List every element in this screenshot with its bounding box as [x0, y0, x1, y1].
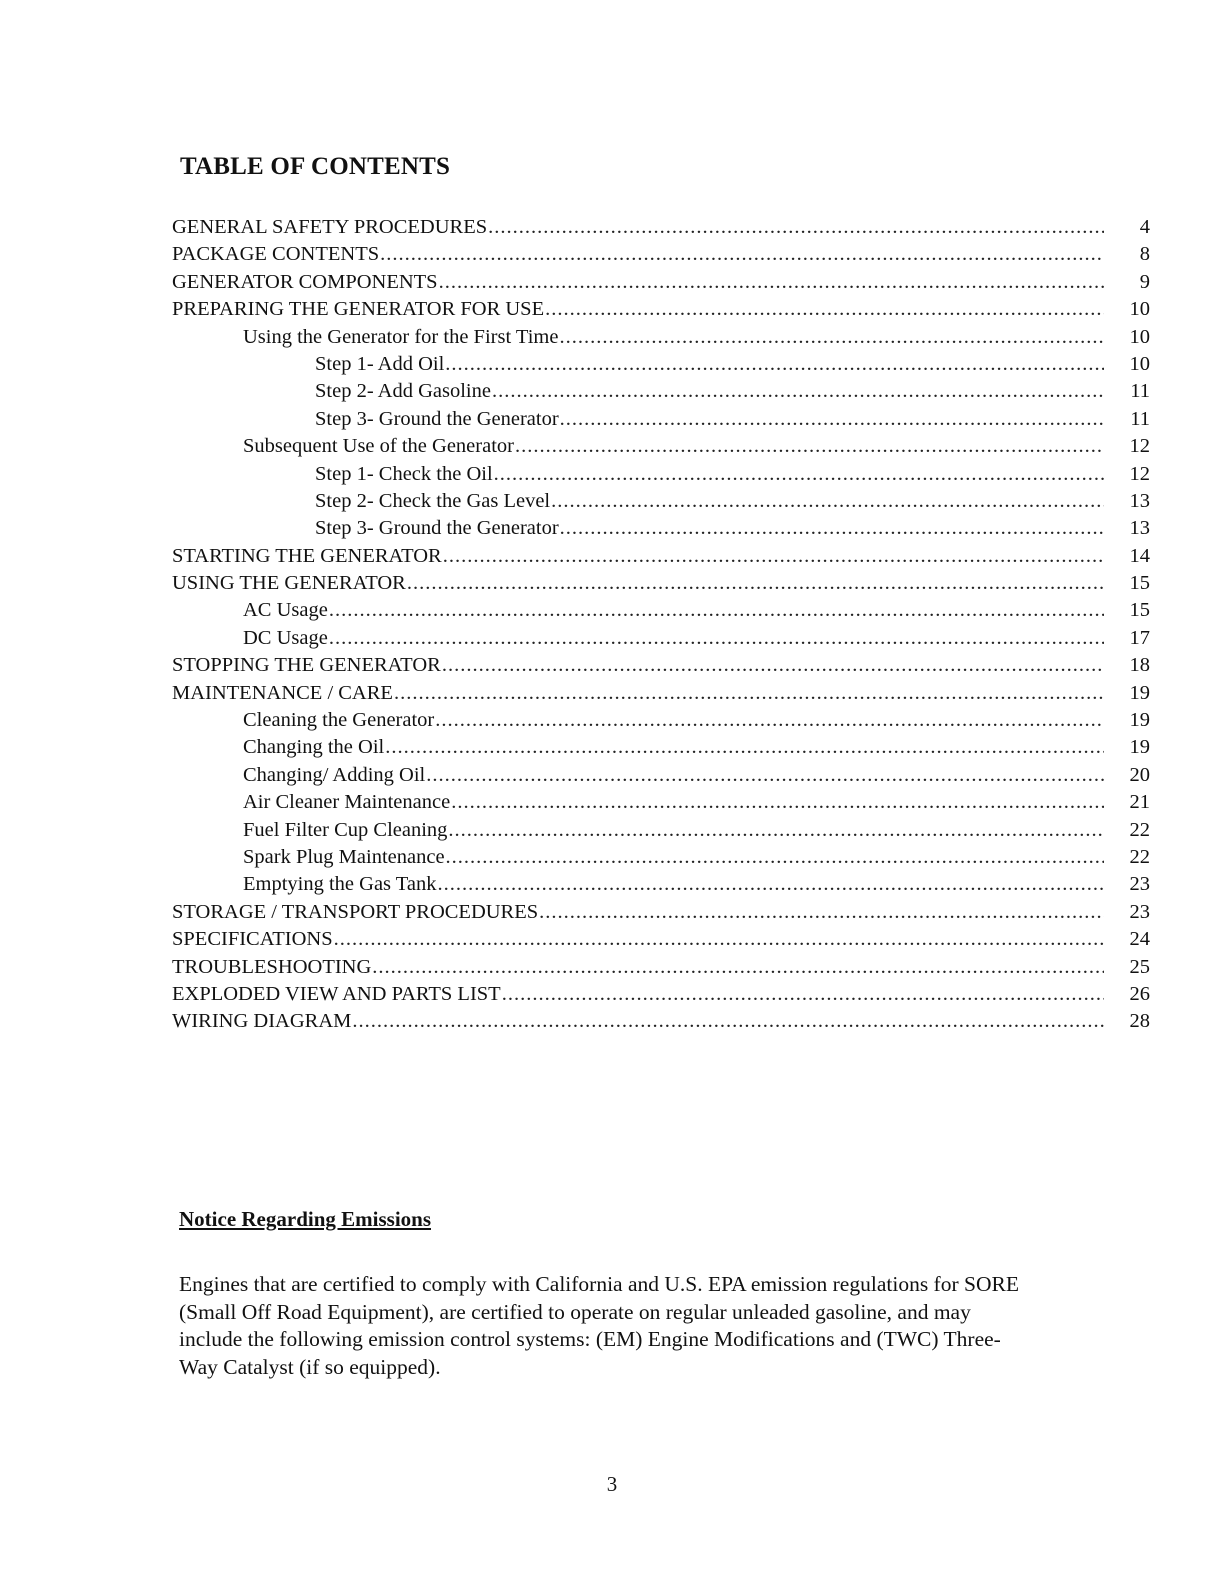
toc-entry-page: 28: [1129, 1010, 1150, 1033]
toc-entry-label: EXPLODED VIEW AND PARTS LIST: [172, 982, 501, 1005]
toc-dot-leader: [435, 707, 1104, 734]
toc-dot-leader: [545, 296, 1104, 323]
toc-entry-page: 14: [1129, 544, 1150, 567]
toc-dot-leader: [445, 351, 1104, 378]
notice-heading: Notice Regarding Emissions: [179, 1207, 431, 1231]
toc-entry-label: Step 3- Ground the Generator: [315, 407, 559, 430]
toc-entry: [172, 324, 1150, 351]
toc-entry-label: Air Cleaner Maintenance: [243, 791, 451, 814]
toc-entry: [172, 515, 1150, 542]
toc-entry-label: Using the Generator for the First Time: [243, 325, 559, 348]
toc-entry-page: 13: [1129, 517, 1150, 540]
toc-entry: [172, 981, 1150, 1008]
toc-entry-page: 26: [1129, 982, 1150, 1005]
toc-entry-label: WIRING DIAGRAM: [172, 1010, 352, 1033]
toc-entry-label: Cleaning the Generator: [243, 709, 435, 732]
toc-dot-leader: [539, 899, 1104, 926]
toc-entry-page: 9: [1139, 270, 1150, 293]
toc-entry-label: PACKAGE CONTENTS: [172, 243, 380, 266]
toc-dot-leader: [426, 762, 1104, 789]
toc-entry-page: 20: [1129, 763, 1150, 786]
toc-dot-leader: [560, 515, 1104, 542]
toc-dot-leader: [488, 214, 1104, 241]
toc-entry-label: STOPPING THE GENERATOR: [172, 654, 441, 677]
toc-entry: [172, 597, 1150, 624]
toc-dot-leader: [439, 269, 1104, 296]
toc-entry: [172, 214, 1150, 241]
toc-entry: [172, 680, 1150, 707]
toc-entry: [172, 351, 1150, 378]
toc-entry-label: PREPARING THE GENERATOR FOR USE: [172, 298, 545, 321]
toc-entry: [172, 1008, 1150, 1035]
toc-entry: [172, 926, 1150, 953]
toc-dot-leader: [551, 488, 1104, 515]
toc-entry-page: 19: [1129, 709, 1150, 732]
notice-body: Engines that are certified to comply with California and U.S. EPA emission regulations for SORE (Small Off Road Equipment), are certified to operate on regular unleaded gasoline, and may include the following emission control systems: (EM) Engine Modifications and (TWC) Three-Way Catalyst (if so equipped).: [179, 1272, 1019, 1379]
toc-entry-page: 15: [1129, 572, 1150, 595]
toc-entry-label: AC Usage: [243, 599, 328, 622]
toc-dot-leader: [329, 597, 1104, 624]
toc-entry-label: SPECIFICATIONS: [172, 928, 333, 951]
toc-entry: [172, 954, 1150, 981]
toc-entry: [172, 734, 1150, 761]
toc-dot-leader: [385, 734, 1104, 761]
toc-dot-leader: [451, 789, 1104, 816]
toc-entry-page: 8: [1139, 243, 1150, 266]
toc-entry: [172, 241, 1150, 268]
toc-entry-page: 22: [1129, 818, 1150, 841]
toc-entry-page: 10: [1129, 325, 1150, 348]
toc-dot-leader: [492, 378, 1104, 405]
toc-entry: [172, 296, 1150, 323]
toc-entry-label: Fuel Filter Cup Cleaning: [243, 818, 448, 841]
toc-entry-page: 12: [1129, 435, 1150, 458]
toc-entry-label: Step 1- Add Oil: [315, 352, 445, 375]
toc-dot-leader: [372, 954, 1104, 981]
toc-entry-label: Step 2- Check the Gas Level: [315, 489, 551, 512]
toc-entry-label: Step 1- Check the Oil: [315, 462, 493, 485]
toc-entry-label: Changing the Oil: [243, 736, 385, 759]
toc-entry: [172, 817, 1150, 844]
toc-entry-page: 19: [1129, 681, 1150, 704]
toc-entry-page: 10: [1129, 298, 1150, 321]
toc-entry-page: 11: [1130, 407, 1150, 430]
toc-entry-page: 25: [1129, 955, 1150, 978]
toc-entry-label: Changing/ Adding Oil: [243, 763, 426, 786]
toc-entry: [172, 625, 1150, 652]
toc-entry: [172, 899, 1150, 926]
toc-dot-leader: [442, 652, 1104, 679]
toc-entry: [172, 652, 1150, 679]
toc-dot-leader: [380, 241, 1104, 268]
toc-entry-page: 21: [1129, 791, 1150, 814]
toc-entry-page: 11: [1130, 380, 1150, 403]
table-of-contents: [172, 214, 1150, 1036]
toc-dot-leader: [437, 871, 1104, 898]
toc-entry-label: Spark Plug Maintenance: [243, 845, 445, 868]
toc-dot-leader: [494, 461, 1104, 488]
toc-entry-label: DC Usage: [243, 626, 328, 649]
page-title: TABLE OF CONTENTS: [180, 153, 451, 180]
toc-entry-label: STARTING THE GENERATOR: [172, 544, 442, 567]
toc-entry-page: 23: [1129, 873, 1150, 896]
toc-dot-leader: [559, 324, 1104, 351]
toc-entry-page: 23: [1129, 900, 1150, 923]
toc-dot-leader: [394, 680, 1104, 707]
toc-entry-label: Subsequent Use of the Generator: [243, 435, 514, 458]
toc-entry-page: 13: [1129, 489, 1150, 512]
toc-dot-leader: [443, 543, 1104, 570]
toc-entry-label: Step 3- Ground the Generator: [315, 517, 559, 540]
toc-entry-label: GENERATOR COMPONENTS: [172, 270, 438, 293]
toc-entry-page: 24: [1129, 928, 1150, 951]
toc-entry: [172, 461, 1150, 488]
toc-dot-leader: [560, 406, 1104, 433]
toc-entry-page: 15: [1129, 599, 1150, 622]
toc-entry: [172, 269, 1150, 296]
toc-entry-page: 4: [1139, 216, 1150, 238]
toc-entry-label: USING THE GENERATOR: [172, 572, 406, 595]
toc-dot-leader: [515, 433, 1104, 460]
toc-entry: [172, 762, 1150, 789]
toc-entry: [172, 378, 1150, 405]
toc-entry-label: STORAGE / TRANSPORT PROCEDURES: [172, 900, 539, 923]
toc-entry-page: 18: [1129, 654, 1150, 677]
toc-entry: [172, 871, 1150, 898]
toc-entry-label: Emptying the Gas Tank: [243, 873, 437, 896]
toc-dot-leader: [329, 625, 1104, 652]
toc-entry: [172, 433, 1150, 460]
toc-dot-leader: [352, 1008, 1104, 1035]
toc-dot-leader: [446, 844, 1104, 871]
toc-entry: [172, 789, 1150, 816]
toc-dot-leader: [502, 981, 1104, 1008]
toc-entry-page: 19: [1129, 736, 1150, 759]
toc-entry-page: 12: [1129, 462, 1150, 485]
toc-entry: [172, 570, 1150, 597]
toc-entry-page: 22: [1129, 845, 1150, 868]
toc-entry-label: TROUBLESHOOTING: [172, 955, 372, 978]
toc-dot-leader: [448, 817, 1104, 844]
toc-entry-label: GENERAL SAFETY PROCEDURES: [172, 216, 488, 238]
toc-dot-leader: [334, 926, 1104, 953]
toc-entry: [172, 543, 1150, 570]
toc-entry: [172, 488, 1150, 515]
toc-entry-label: MAINTENANCE / CARE: [172, 681, 393, 704]
page-number: 3: [606, 1472, 618, 1496]
toc-entry-page: 17: [1129, 626, 1150, 649]
toc-entry: [172, 844, 1150, 871]
toc-dot-leader: [407, 570, 1104, 597]
toc-entry: [172, 707, 1150, 734]
toc-entry: [172, 406, 1150, 433]
toc-entry-label: Step 2- Add Gasoline: [315, 380, 491, 403]
toc-entry-page: 10: [1129, 352, 1150, 375]
